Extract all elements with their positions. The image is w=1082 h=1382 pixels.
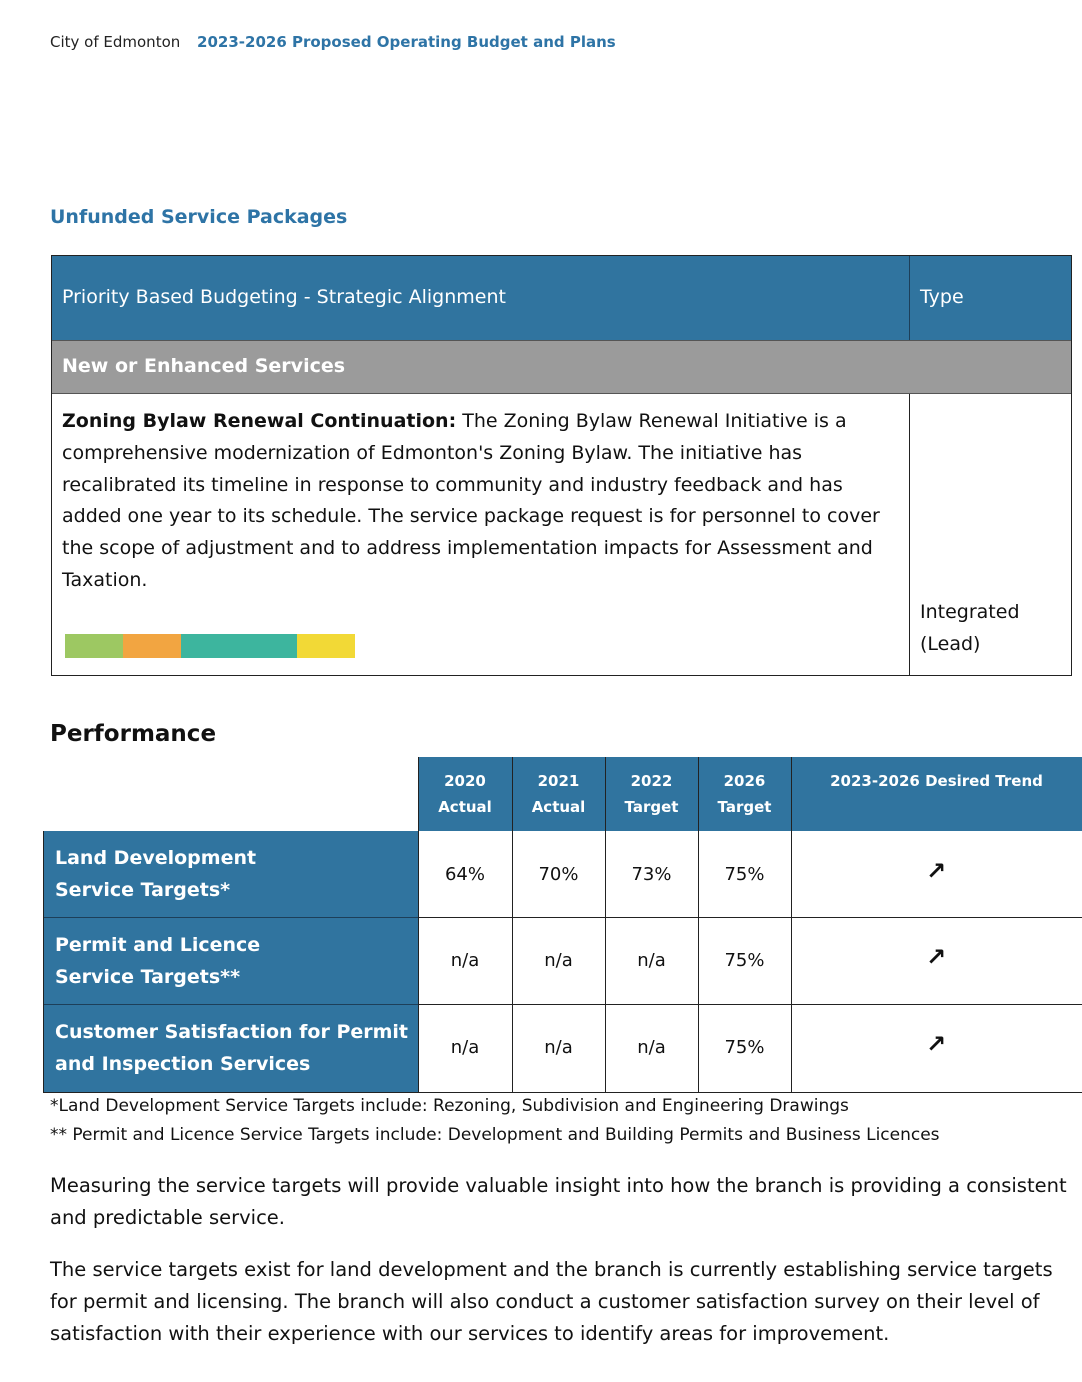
value-cell: n/a — [637, 950, 666, 971]
page-header — [50, 33, 616, 51]
value-cell: n/a — [450, 950, 480, 971]
footnote-permit-licence: ** Permit and Licence Service Targets include: Development and Building Permits and Business Licences — [50, 1125, 940, 1145]
body-paragraph: The service targets exist for land development and the branch is currently establishing service targets for permit and licensing. The branch will also conduct a customer satisfaction survey on their level of satisfaction with their experience with our services to identify areas for improvement. — [50, 1258, 1053, 1345]
col-header-kind: Actual — [438, 798, 492, 816]
package-text: The Zoning Bylaw Renewal Initiative is a comprehensive modernization of Edmonton's Zoning Bylaw. The initiative has recalibrated its timeline in response to community and industry feedback and has added one year to its schedule. The service package request is for personnel to cover the scope of adjustment and to address implementation impacts for Assessment and Taxation. — [62, 410, 880, 591]
value-cell: 70% — [538, 864, 579, 885]
col-header-year: 2021 — [537, 772, 580, 790]
label-divider — [43, 917, 418, 918]
unfunded-section-title: Unfunded Service Packages — [50, 206, 348, 228]
value-cell: 73% — [631, 864, 672, 885]
package-type — [920, 596, 1060, 660]
row-label-customer-satisfaction — [43, 1005, 418, 1092]
label-divider — [43, 1004, 418, 1005]
value-cell: n/a — [450, 1037, 480, 1058]
package-title: Zoning Bylaw Renewal Continuation: — [62, 410, 457, 432]
col-header-trend — [791, 757, 1082, 831]
alignment-segment — [65, 634, 123, 658]
row-label-line: and Inspection Services — [55, 1053, 311, 1075]
value-cell: 75% — [724, 950, 765, 971]
col-header-kind: Target — [624, 798, 679, 816]
service-package-header-row — [52, 256, 1071, 340]
col-header-year: 2022 — [630, 772, 673, 790]
alignment-column-header: Priority Based Budgeting - Strategic Alignment — [62, 286, 506, 308]
row-label-permit-licence — [43, 918, 418, 1005]
alignment-segment — [297, 634, 355, 658]
col-header-year: 2020 — [444, 772, 486, 790]
row-divider — [418, 1004, 1082, 1005]
col-header-trend-label: 2023-2026 Desired Trend — [830, 772, 1043, 790]
package-type-line2: (Lead) — [920, 633, 981, 655]
alignment-segment — [181, 634, 239, 658]
row-label-line: Service Targets* — [55, 879, 231, 901]
value-cell: n/a — [544, 950, 573, 971]
performance-table — [43, 757, 1082, 1093]
value-cell: 64% — [444, 864, 485, 885]
row-label-line: Permit and Licence — [55, 934, 261, 956]
col-header-kind: Target — [717, 798, 772, 816]
col-header-2020 — [418, 757, 512, 831]
trend-up-icon: ↗ — [925, 943, 947, 971]
alignment-segment — [123, 634, 181, 658]
document-title: 2023-2026 Proposed Operating Budget and Plans — [197, 33, 616, 51]
strategic-alignment-bar — [65, 634, 355, 658]
col-header-2021 — [512, 757, 605, 831]
column-divider — [909, 256, 910, 340]
package-type-line1: Integrated — [920, 601, 1020, 623]
type-column-header: Type — [920, 286, 964, 308]
service-package-table — [51, 255, 1072, 676]
service-package-row — [52, 394, 1071, 676]
col-divider — [43, 831, 44, 1093]
column-divider — [909, 394, 910, 676]
value-cell: n/a — [637, 1037, 666, 1058]
row-divider — [43, 1092, 1082, 1093]
package-description — [62, 406, 892, 597]
col-header-year: 2026 — [723, 772, 766, 790]
performance-section-title: Performance — [50, 721, 217, 747]
alignment-segment — [239, 634, 297, 658]
footnote-land-development: *Land Development Service Targets include: Rezoning, Subdivision and Engineering Drawings — [50, 1096, 849, 1116]
row-label-line: Service Targets** — [55, 966, 241, 988]
body-paragraph: Measuring the service targets will provide valuable insight into how the branch is providing a consistent and predictable service. — [50, 1174, 1067, 1229]
service-category-label: New or Enhanced Services — [62, 355, 346, 377]
row-label-line: Land Development — [55, 847, 257, 869]
value-cell: 75% — [724, 864, 765, 885]
row-label-land-development — [43, 831, 418, 918]
value-cell: 75% — [724, 1037, 765, 1058]
value-cell: n/a — [544, 1037, 573, 1058]
row-divider — [418, 917, 1082, 918]
row-label-line: Customer Satisfaction for Permit — [55, 1021, 409, 1043]
service-category-row — [52, 340, 1071, 394]
org-name: City of Edmonton — [50, 33, 181, 51]
trend-up-icon: ↗ — [925, 857, 947, 885]
col-header-2026 — [698, 757, 791, 831]
trend-up-icon: ↗ — [925, 1030, 947, 1058]
col-header-2022 — [605, 757, 698, 831]
col-header-kind: Actual — [531, 798, 586, 816]
